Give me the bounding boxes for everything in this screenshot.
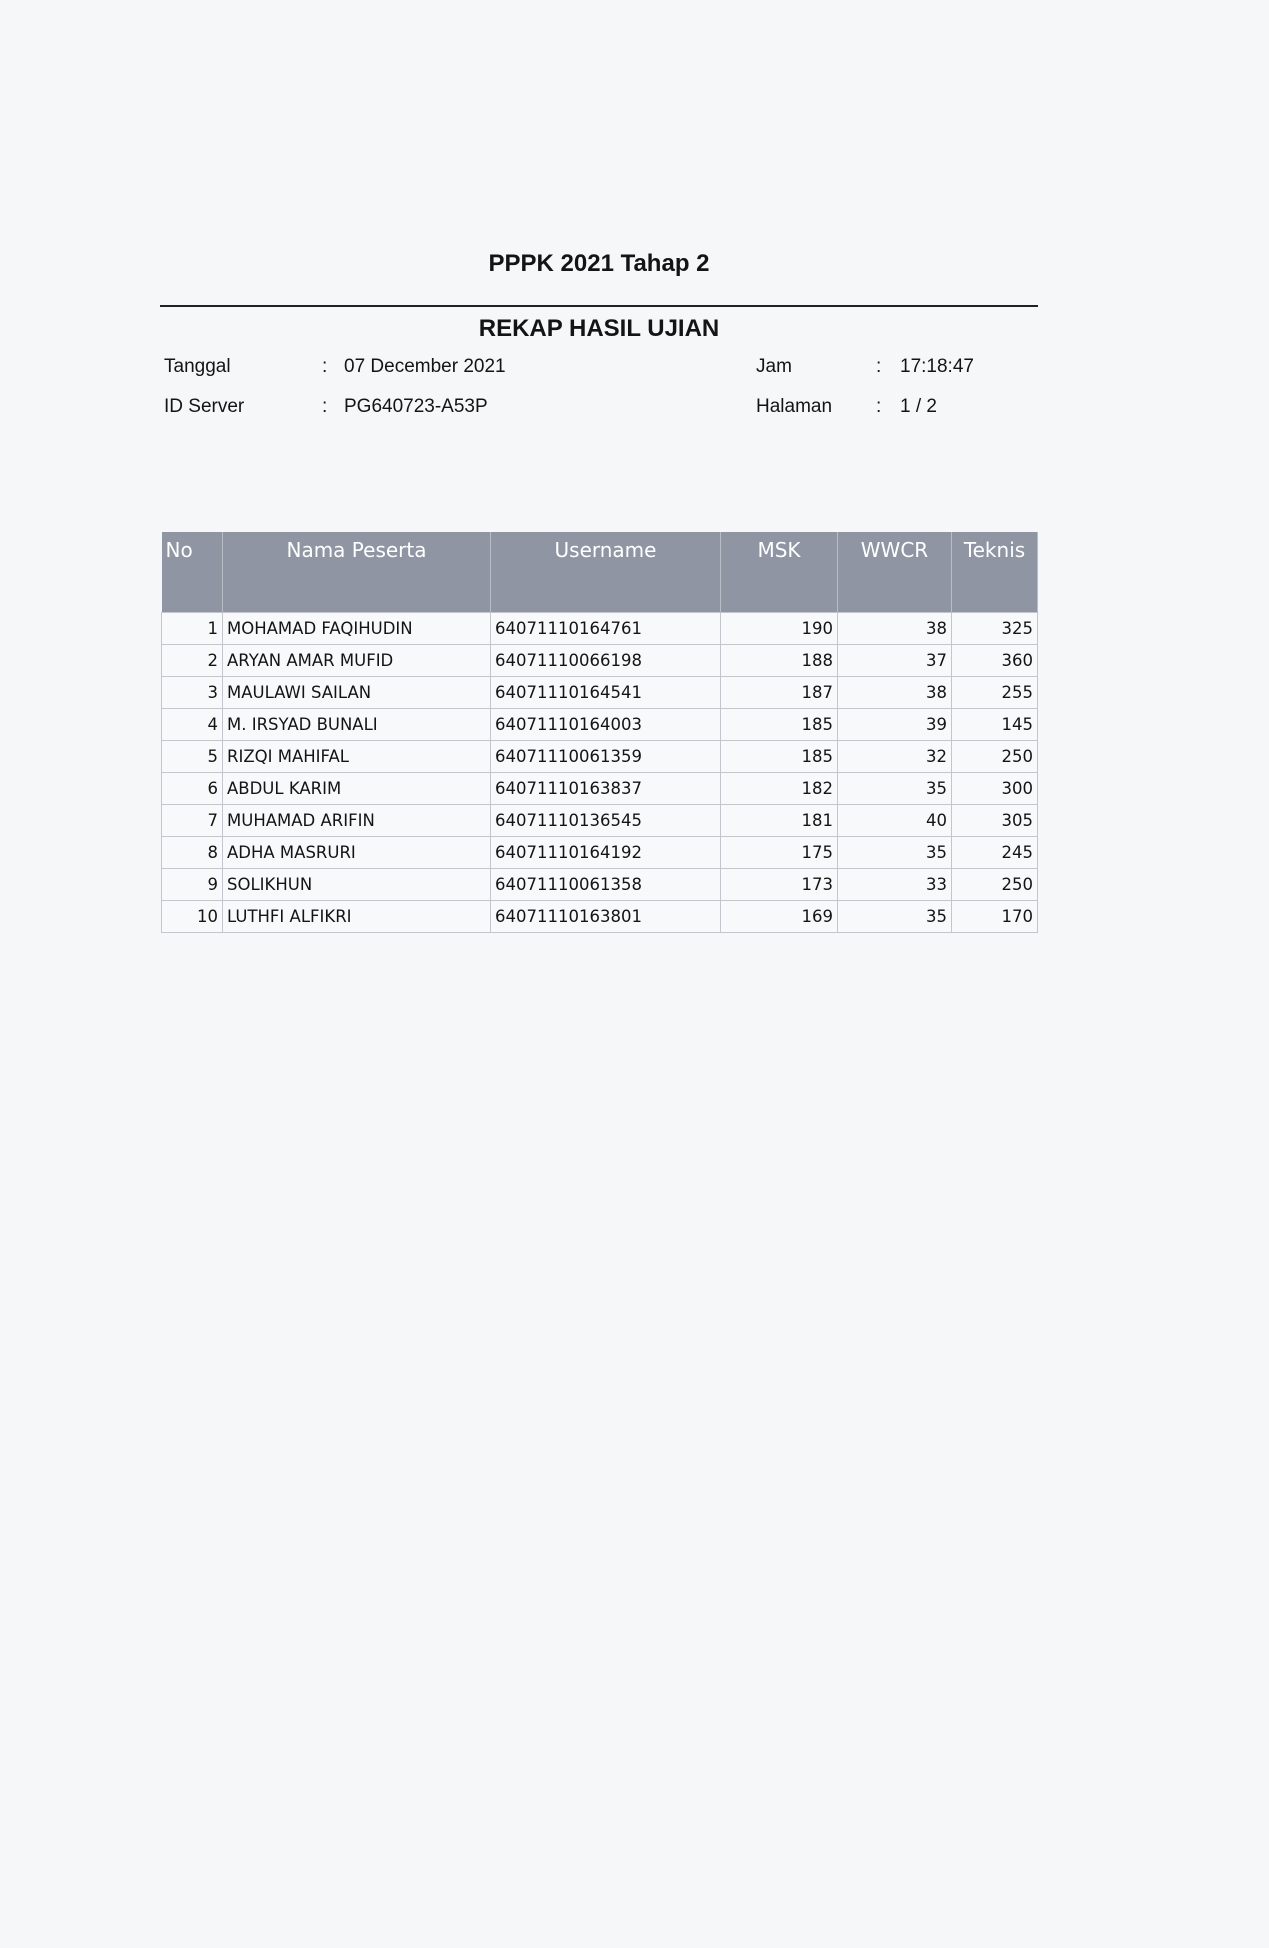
cell-teknis: 325	[952, 613, 1038, 645]
cell-wwcr: 35	[838, 773, 952, 805]
jam-value: 17:18:47	[900, 356, 974, 377]
cell-nama-peserta: LUTHFI ALFIKRI	[223, 901, 491, 933]
cell-wwcr: 35	[838, 901, 952, 933]
tanggal-value: 07 December 2021	[344, 356, 506, 377]
cell-username: 64071110164003	[491, 709, 721, 741]
jam-label: Jam	[756, 356, 792, 377]
cell-msk: 173	[721, 869, 838, 901]
table-row	[162, 773, 1038, 805]
tanggal-label: Tanggal	[164, 356, 231, 377]
id-server-label: ID Server	[164, 396, 245, 417]
cell-teknis: 245	[952, 837, 1038, 869]
cell-no: 6	[162, 773, 223, 805]
cell-nama-peserta: SOLIKHUN	[223, 869, 491, 901]
cell-nama-peserta: MUHAMAD ARIFIN	[223, 805, 491, 837]
cell-teknis: 300	[952, 773, 1038, 805]
table-row	[162, 901, 1038, 933]
cell-no: 1	[162, 613, 223, 645]
id-server-value: PG640723-A53P	[344, 396, 488, 417]
cell-wwcr: 35	[838, 837, 952, 869]
table-row	[162, 805, 1038, 837]
cell-teknis: 250	[952, 869, 1038, 901]
cell-msk: 185	[721, 709, 838, 741]
cell-nama-peserta: MAULAWI SAILAN	[223, 677, 491, 709]
cell-nama-peserta: ADHA MASRURI	[223, 837, 491, 869]
title-divider	[160, 305, 1038, 307]
cell-wwcr: 32	[838, 741, 952, 773]
cell-wwcr: 38	[838, 613, 952, 645]
cell-username: 64071110066198	[491, 645, 721, 677]
results-table	[161, 532, 1038, 933]
cell-msk: 190	[721, 613, 838, 645]
cell-no: 5	[162, 741, 223, 773]
cell-nama-peserta: RIZQI MAHIFAL	[223, 741, 491, 773]
cell-nama-peserta: M. IRSYAD BUNALI	[223, 709, 491, 741]
cell-wwcr: 38	[838, 677, 952, 709]
document-subtitle: REKAP HASIL UJIAN	[478, 315, 720, 342]
table-header	[162, 532, 1038, 613]
column-header-msk: MSK	[721, 532, 838, 613]
halaman-label: Halaman	[756, 396, 833, 417]
column-header-wwcr: WWCR	[838, 532, 952, 613]
cell-teknis: 170	[952, 901, 1038, 933]
tanggal-separator: :	[322, 356, 328, 377]
cell-username: 64071110061358	[491, 869, 721, 901]
cell-wwcr: 33	[838, 869, 952, 901]
cell-msk: 181	[721, 805, 838, 837]
cell-wwcr: 39	[838, 709, 952, 741]
cell-no: 8	[162, 837, 223, 869]
cell-no: 7	[162, 805, 223, 837]
jam-separator: :	[876, 356, 882, 377]
cell-username: 64071110136545	[491, 805, 721, 837]
cell-teknis: 250	[952, 741, 1038, 773]
cell-msk: 188	[721, 645, 838, 677]
cell-username: 64071110163837	[491, 773, 721, 805]
halaman-value: 1 / 2	[900, 396, 937, 417]
cell-teknis: 255	[952, 677, 1038, 709]
cell-teknis: 145	[952, 709, 1038, 741]
cell-username: 64071110163801	[491, 901, 721, 933]
table-body	[162, 613, 1038, 933]
cell-no: 4	[162, 709, 223, 741]
cell-wwcr: 40	[838, 805, 952, 837]
cell-wwcr: 37	[838, 645, 952, 677]
cell-no: 9	[162, 869, 223, 901]
cell-username: 64071110164541	[491, 677, 721, 709]
table-row	[162, 613, 1038, 645]
cell-msk: 175	[721, 837, 838, 869]
cell-nama-peserta: ARYAN AMAR MUFID	[223, 645, 491, 677]
table-row	[162, 869, 1038, 901]
id-server-separator: :	[322, 396, 328, 417]
cell-msk: 187	[721, 677, 838, 709]
cell-msk: 185	[721, 741, 838, 773]
table-row	[162, 645, 1038, 677]
cell-teknis: 305	[952, 805, 1038, 837]
table-row	[162, 709, 1038, 741]
column-header-no: No	[162, 532, 223, 613]
cell-no: 10	[162, 901, 223, 933]
cell-nama-peserta: ABDUL KARIM	[223, 773, 491, 805]
cell-msk: 169	[721, 901, 838, 933]
document-title: PPPK 2021 Tahap 2	[488, 250, 710, 277]
table-row	[162, 677, 1038, 709]
cell-username: 64071110164192	[491, 837, 721, 869]
cell-username: 64071110164761	[491, 613, 721, 645]
table-row	[162, 837, 1038, 869]
cell-teknis: 360	[952, 645, 1038, 677]
column-header-username: Username	[491, 532, 721, 613]
cell-no: 3	[162, 677, 223, 709]
table-row	[162, 741, 1038, 773]
halaman-separator: :	[876, 396, 882, 417]
cell-no: 2	[162, 645, 223, 677]
cell-nama-peserta: MOHAMAD FAQIHUDIN	[223, 613, 491, 645]
cell-username: 64071110061359	[491, 741, 721, 773]
column-header-nama-peserta: Nama Peserta	[223, 532, 491, 613]
column-header-teknis: Teknis	[952, 532, 1038, 613]
cell-msk: 182	[721, 773, 838, 805]
